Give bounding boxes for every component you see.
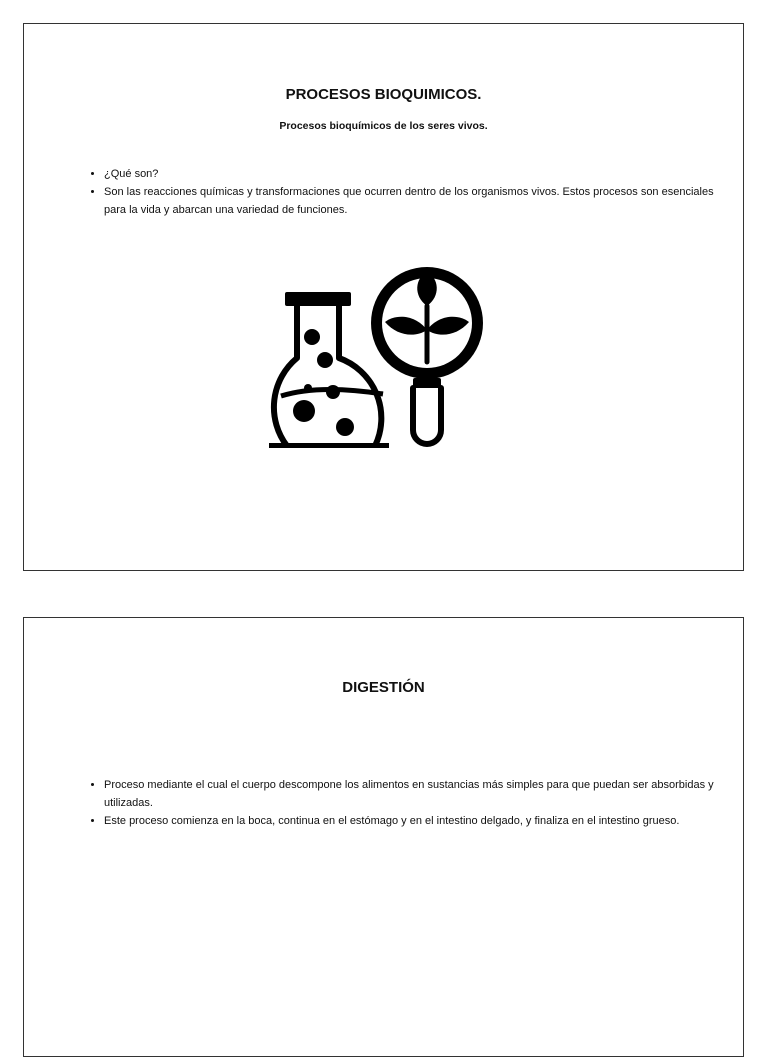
bullet-item: • Son las reacciones químicas y transformaciones que ocurren dentro de los organismos vivos. Estos procesos son esenciales para la vida y abarcan una variedad de funciones. <box>104 183 724 219</box>
slide-subtitle: Procesos bioquímicos de los seres vivos. <box>279 120 488 132</box>
bullet-list <box>86 165 724 219</box>
slide-procesos-bioquimicos <box>23 23 744 571</box>
magnifier-plant-icon <box>371 267 483 444</box>
slide-title: DIGESTIÓN <box>342 679 425 696</box>
slide-title: PROCESOS BIOQUIMICOS. <box>285 86 482 103</box>
flask-and-plant-magnifier-icon <box>249 266 484 448</box>
slide-digestion <box>23 617 744 1057</box>
bullet-item: • Este proceso comienza en la boca, continua en el estómago y en el intestino delgado, y finaliza en el intestino grueso. <box>104 812 724 830</box>
bullet-item: • ¿Qué son? <box>104 165 724 183</box>
bullet-item: • Proceso mediante el cual el cuerpo descompone los alimentos en sustancias más simples para que puedan ser absorbidas y utilizadas. <box>104 776 724 812</box>
flask-icon <box>269 292 389 446</box>
bullet-list <box>86 776 724 830</box>
